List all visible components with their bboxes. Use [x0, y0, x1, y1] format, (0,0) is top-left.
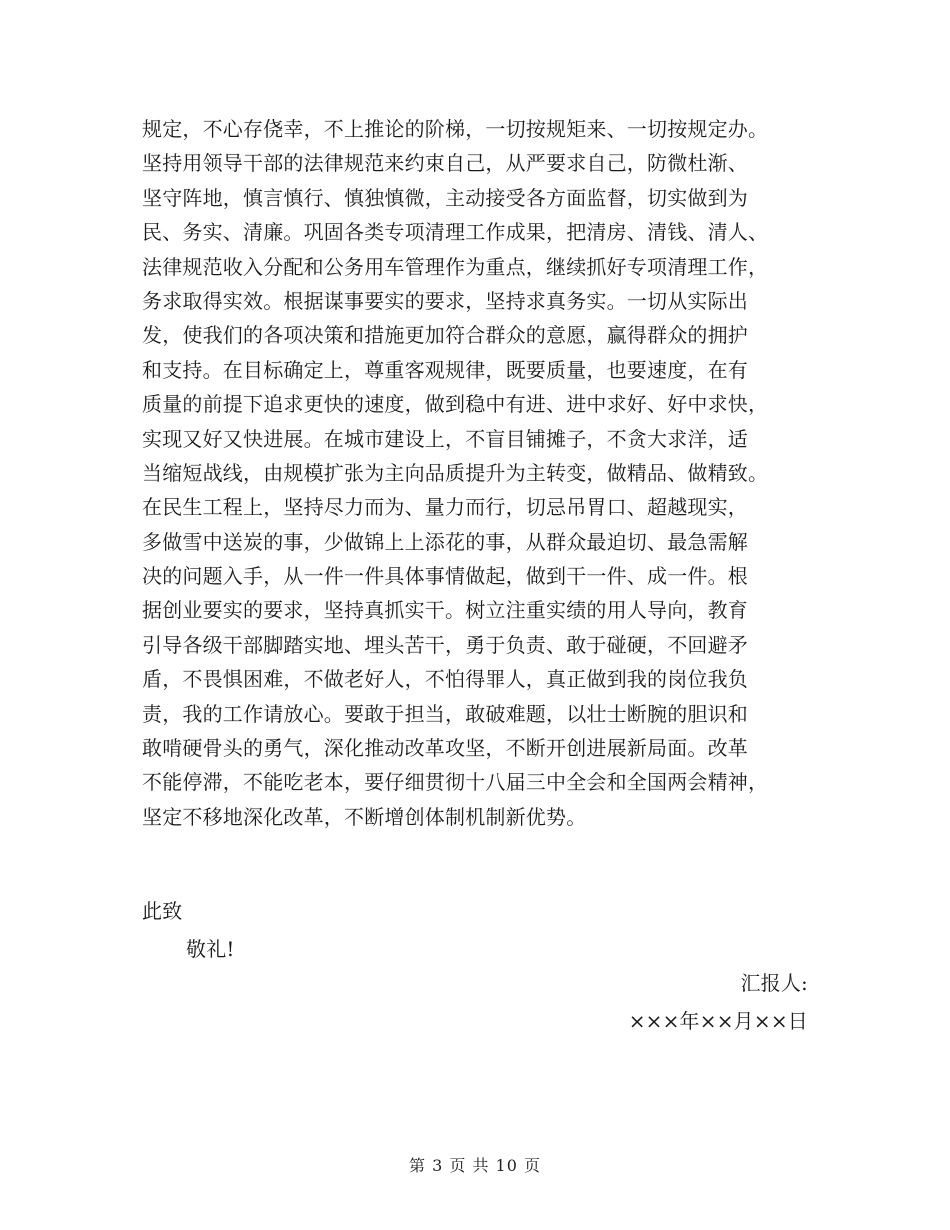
- body-line: 坚守阵地，慎言慎行、慎独慎微，主动接受各方面监督，切实做到为: [142, 185, 748, 210]
- signature-block: [629, 964, 808, 1040]
- body-line: 当缩短战线，由规模扩张为主向品质提升为主转变，做精品、做精致。: [142, 460, 769, 485]
- body-line: 决的问题入手，从一件一件具体事情做起，做到干一件、成一件。根: [142, 564, 748, 589]
- signature-date: ×××年××月××日: [628, 1009, 808, 1033]
- body-paragraph: [142, 112, 822, 834]
- body-line: 务求取得实效。根据谋事要实的要求，坚持求真务实。一切从实际出: [142, 288, 748, 313]
- closing-salutation: 此致: [142, 899, 183, 923]
- body-line: 规定，不心存侥幸，不上推论的阶梯，一切按规矩来、一切按规定办。: [142, 117, 769, 141]
- body-line: 盾，不畏惧困难，不做老好人，不怕得罪人，真正做到我的岗位我负: [142, 667, 748, 692]
- body-line: 在民生工程上，坚持尽力而为、量力而行，切忌吊胃口、超越现实，: [142, 495, 748, 520]
- body-line: 和支持。在目标确定上，尊重客观规律，既要质量，也要速度，在有: [142, 357, 748, 382]
- body-line: 坚定不移地深化改革，不断增创体制机制新优势。: [142, 804, 587, 829]
- closing-block: [142, 892, 822, 968]
- body-line: 发，使我们的各项决策和措施更加符合群众的意愿，赢得群众的拥护: [142, 323, 748, 348]
- page-number-footer: 第 3 页 共 10 页: [409, 1156, 541, 1175]
- body-line: 多做雪中送炭的事，少做锦上上添花的事，从群众最迫切、最急需解: [142, 529, 748, 554]
- body-line: 实现又好又快进展。在城市建设上，不盲目铺摊子，不贪大求洋，适: [142, 426, 748, 451]
- body-line: 引导各级干部脚踏实地、埋头苦干，勇于负责、敢于碰硬，不回避矛: [142, 632, 748, 657]
- body-line: 坚持用领导干部的法律规范来约束自己，从严要求自己，防微杜渐、: [142, 151, 748, 176]
- body-line: 质量的前提下追求更快的速度，做到稳中有进、进中求好、好中求快，: [142, 392, 769, 417]
- body-line: 敢啃硬骨头的勇气，深化推动改革攻坚，不断开创进展新局面。改革: [142, 736, 748, 761]
- body-line: 责，我的工作请放心。要敢于担当，敢破难题，以壮士断腕的胆识和: [142, 701, 748, 726]
- body-line: 民、务实、清廉。巩固各类专项清理工作成果，把清房、清钱、清人、: [142, 220, 769, 245]
- body-line: 据创业要实的要求，坚持真抓实干。树立注重实绩的用人导向，教育: [142, 598, 748, 623]
- body-line: 法律规范收入分配和公务用车管理作为重点，继续抓好专项清理工作，: [142, 254, 769, 279]
- signature-reporter: 汇报人:: [740, 971, 808, 995]
- closing-regards: 敬礼!: [186, 937, 235, 961]
- body-line: 不能停滞，不能吃老本，要仔细贯彻十八届三中全会和全国两会精神，: [142, 770, 769, 795]
